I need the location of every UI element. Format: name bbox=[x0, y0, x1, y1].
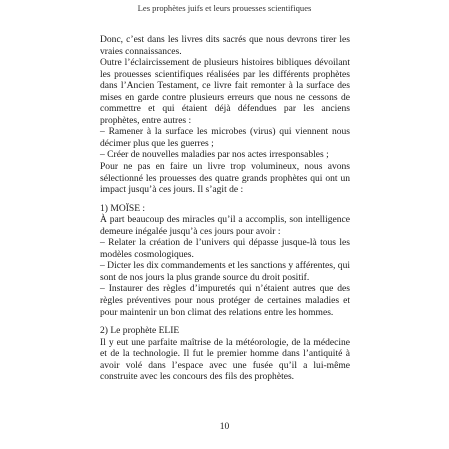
body-text bbox=[100, 34, 350, 383]
list-item: – Ramener à la surface les microbes (virus) qui viennent nous décimer plus que les guerres ; bbox=[100, 126, 350, 149]
paragraph: Outre l’éclaircissement de plusieurs histoires bibliques dévoilant les prouesses scientifiques réalisées par les différents prophètes dans l’Ancien Testament, ce livre fait remonter à la surface des mises en garde contre plusieurs erreurs que nous ne cessons de commettre et qui étaient déjà défendues par les anciens prophètes, entre autres : bbox=[100, 57, 350, 126]
paragraph: À part beaucoup des miracles qu’il a accomplis, son intelligence demeure inégalée jusqu’à ces jours pour avoir : bbox=[100, 214, 350, 237]
paragraph: Donc, c’est dans les livres dits sacrés que nous devrons tirer les vraies connaissances. bbox=[100, 34, 350, 57]
spacer bbox=[100, 196, 350, 203]
paragraph: Il y eut une parfaite maîtrise de la météorologie, de la médecine et de la technologie. Il fut le premier homme dans l’antiquité à avoir volé dans l’espace avec une fusée qu’il a lui-même construite avec les concours des fils des prophètes. bbox=[100, 336, 350, 383]
spacer bbox=[100, 318, 350, 325]
section-heading: 2) Le prophète ELIE bbox=[100, 325, 180, 337]
list-item: – Instaurer des règles d’impuretés qui n’étaient autres que des règles préventives pour nous protéger de certaines maladies et pour maintenir un bon climat des relations entre les hommes. bbox=[100, 283, 350, 318]
page-number: 10 bbox=[219, 422, 230, 432]
running-head: Les prophètes juifs et leurs prouesses scientifiques bbox=[137, 3, 312, 13]
list-item: – Relater la création de l’univers qui dépasse jusque-là tous les modèles cosmologiques. bbox=[100, 237, 350, 260]
list-item: – Dicter les dix commandements et les sanctions y afférentes, qui sont de nos jours la plus grande source du droit positif. bbox=[100, 260, 350, 283]
section-heading: 1) MOÏSE : bbox=[100, 202, 146, 214]
list-item: – Créer de nouvelles maladies par nos actes irresponsables ; bbox=[100, 149, 329, 161]
paragraph: Pour ne pas en faire un livre trop volumineux, nous avons sélectionné les prouesses des quatre grands prophètes qui ont un impact jusqu’à ces jours. Il s’agit de : bbox=[100, 161, 350, 196]
